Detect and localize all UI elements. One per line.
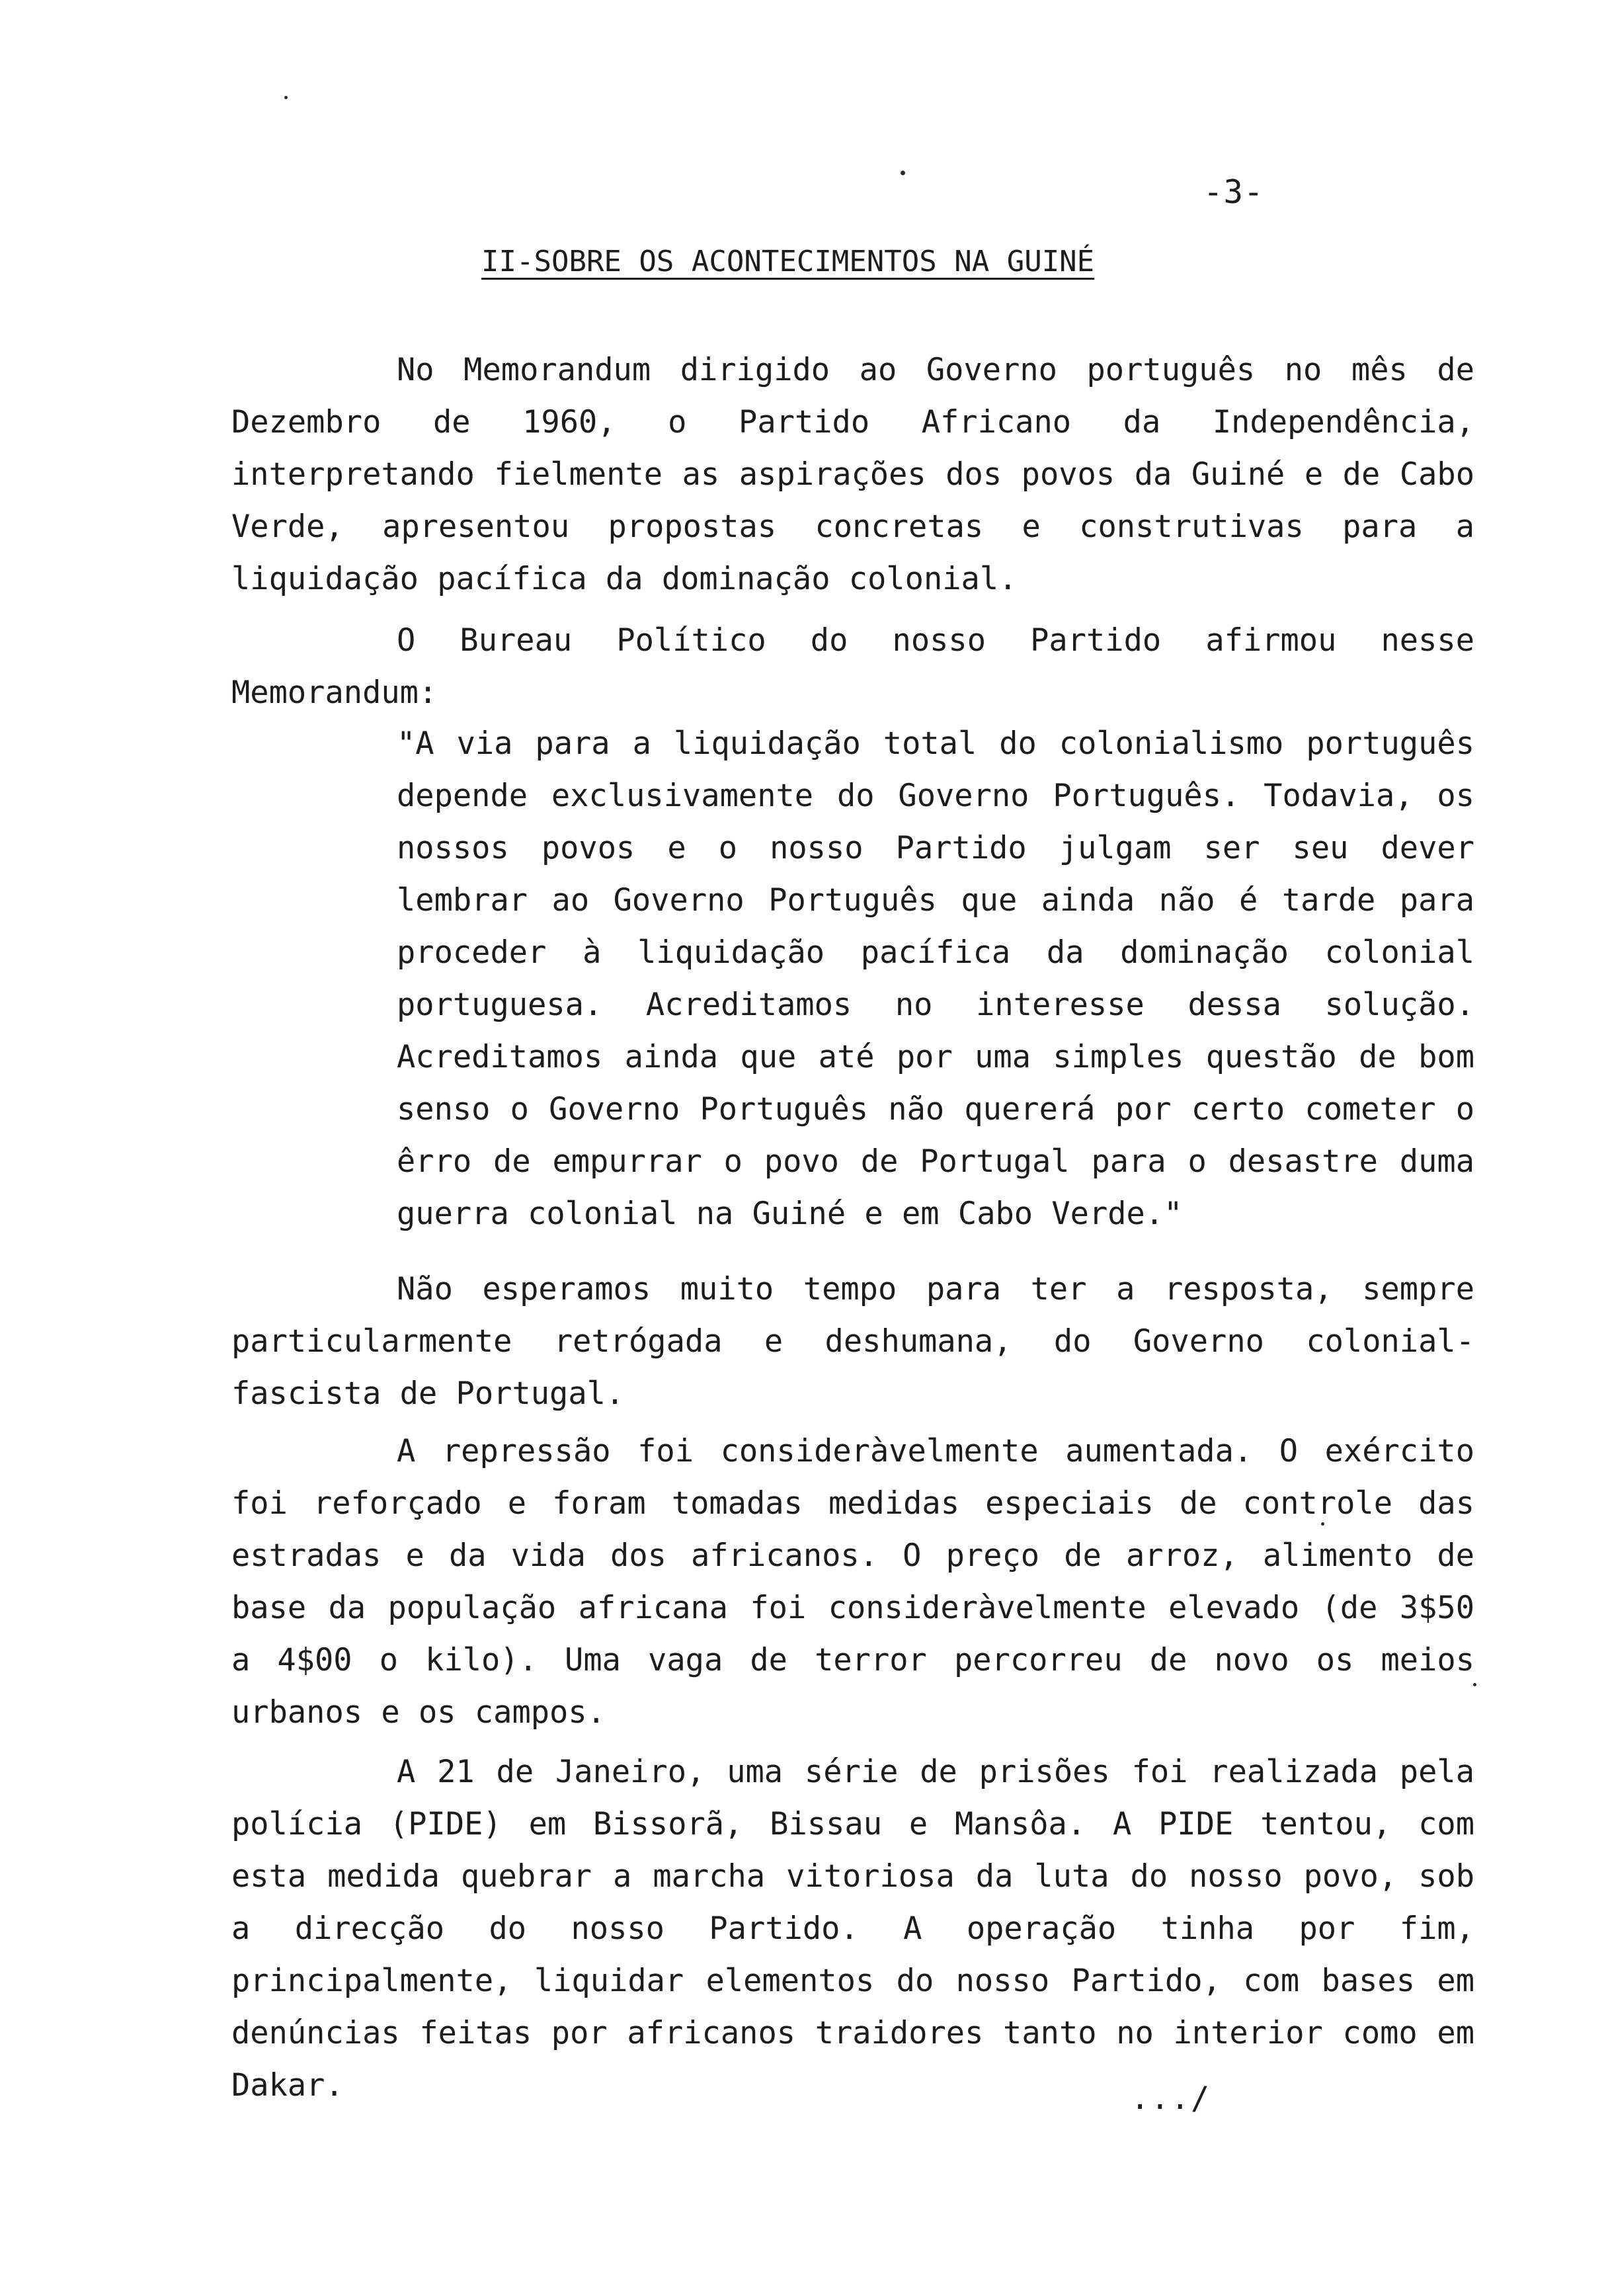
ink-speck [284,96,288,99]
paragraph-repression: A repressão foi consideràvelmente aumentada. O exército foi reforçado e foram tomadas medidas especiais de controle das estradas e da vida dos africanos. O preço de arroz, alimento de base da população africana foi consideràvelmente elevado (de 3$50 a 4$00 o kilo). Uma vaga de terror percorreu de novo os meios urbanos e os campos. [231,1433,1474,1731]
ink-speck [1321,1522,1324,1526]
paragraph-memorandum: No Memorandum dirigido ao Governo português no mês de Dezembro de 1960, o Partido Africano da Independência, interpretando fielmente as aspirações dos povos da Guiné e de Cabo Verde, apresentou propostas concretas e construtivas para a liquidação pacífica da dominação colonial. [231,352,1474,597]
page-number: -3- [1203,173,1264,211]
paragraph-bureau-intro: O Bureau Político do nosso Partido afirmou nesse Memorandum: [231,622,1474,711]
memorandum-quotation: "A via para a liquidação total do colonialismo português depende exclusivamente do Governo Português. Todavia, os nossos povos e o nosso Partido julgam ser seu dever lembrar ao Governo Português que ainda não é tarde para proceder à liquidação pacífica da dominação colonial portuguesa. Acreditamos no interesse dessa solução. Acreditamos ainda que até por uma simples questão de bom senso o Governo Português não quererá por certo cometer o êrro de empurrar o povo de Portugal para o desastre duma guerra colonial na Guiné e em Cabo Verde." [397,725,1474,1232]
continuation-mark: .../ [1131,2080,1211,2117]
paragraph-response: Não esperamos muito tempo para ter a resposta, sempre particularmente retrógada e deshumana, do Governo colonial-fascista de Portugal. [231,1271,1474,1412]
section-heading: II-SOBRE OS ACONTECIMENTOS NA GUINÉ [481,245,1095,278]
paragraph-arrests: A 21 de Janeiro, uma série de prisões foi realizada pela polícia (PIDE) em Bissorã, Bissau e Mansôa. A PIDE tentou, com esta medida quebrar a marcha vitoriosa da luta do nosso povo, sob a direcção do nosso Partido. A operação tinha por fim, principalmente, liquidar elementos do nosso Partido, com bases em denúncias feitas por africanos traidores tanto no interior como em Dakar. [231,1754,1474,2104]
ink-speck [901,171,905,175]
ink-speck [1473,1683,1476,1686]
